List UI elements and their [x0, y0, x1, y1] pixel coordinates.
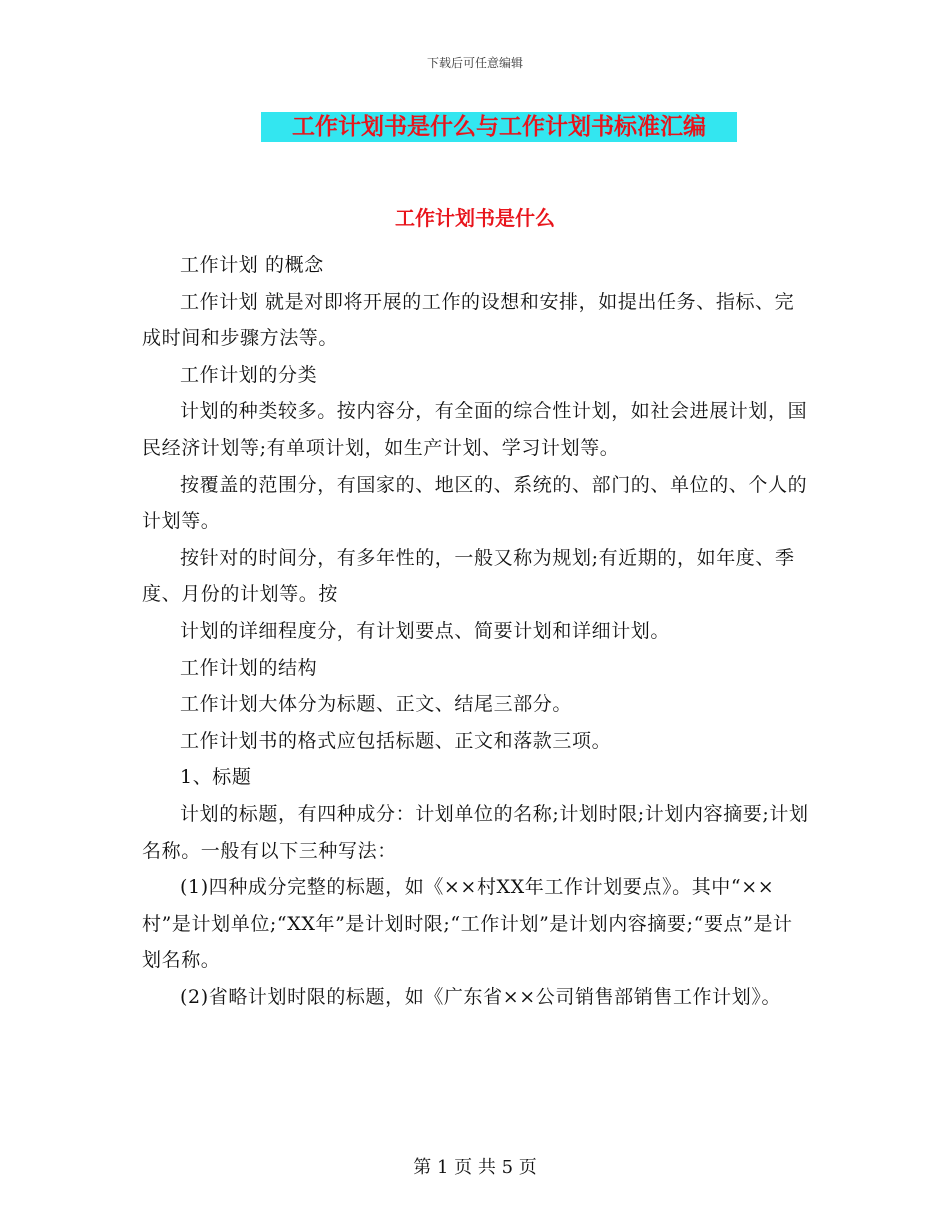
paragraph-definition: 工作计划 就是对即将开展的工作的设想和安排，如提出任务、指标、完成时间和步骤方法等。 — [142, 290, 795, 350]
document-title: 工作计划书是什么与工作计划书标准汇编 — [261, 112, 737, 142]
paragraph-title-example-1: (1)四种成分完整的标题，如《××村XX年工作计划要点》。其中“××村”是计划单位;“XX年”是计划时限;“工作计划”是计划内容摘要;“要点”是计划名称。 — [142, 876, 793, 972]
paragraph-title-components: 计划的标题，有四种成分：计划单位的名称;计划时限;计划内容摘要;计划名称。一般有以下三种写法： — [142, 802, 809, 862]
paragraph-by-detail: 计划的详细程度分，有计划要点、简要计划和详细计划。 — [180, 619, 671, 642]
page-number: 第 1 页 共 5 页 — [413, 1157, 537, 1178]
paragraph-three-parts: 工作计划大体分为标题、正文、结尾三部分。 — [180, 693, 573, 716]
paragraph-title-example-2: (2)省略计划时限的标题，如《广东省××公司销售部销售工作计划》。 — [180, 985, 782, 1008]
paragraph-structure-heading: 工作计划的结构 — [180, 656, 318, 679]
paragraph-format: 工作计划书的格式应包括标题、正文和落款三项。 — [180, 729, 612, 752]
section-title: 工作计划书是什么 — [395, 206, 555, 230]
paragraph-by-scope: 按覆盖的范围分，有国家的、地区的、系统的、部门的、单位的、个人的计划等。 — [142, 473, 808, 533]
paragraph-concept-heading: 工作计划 的概念 — [180, 254, 324, 276]
paragraph-by-content: 计划的种类较多。按内容分，有全面的综合性计划，如社会进展计划，国民经济计划等;有单项计划，如生产计划、学习计划等。 — [142, 400, 808, 459]
header-note: 下载后可任意编辑 — [426, 56, 523, 70]
document-body — [142, 247, 810, 1015]
paragraph-classification-heading: 工作计划的分类 — [180, 363, 318, 386]
paragraph-title-heading: 1、标题 — [180, 766, 252, 789]
paragraph-by-time: 按针对的时间分，有多年性的，一般又称为规划;有近期的，如年度、季度、月份的计划等。按 — [142, 546, 795, 606]
